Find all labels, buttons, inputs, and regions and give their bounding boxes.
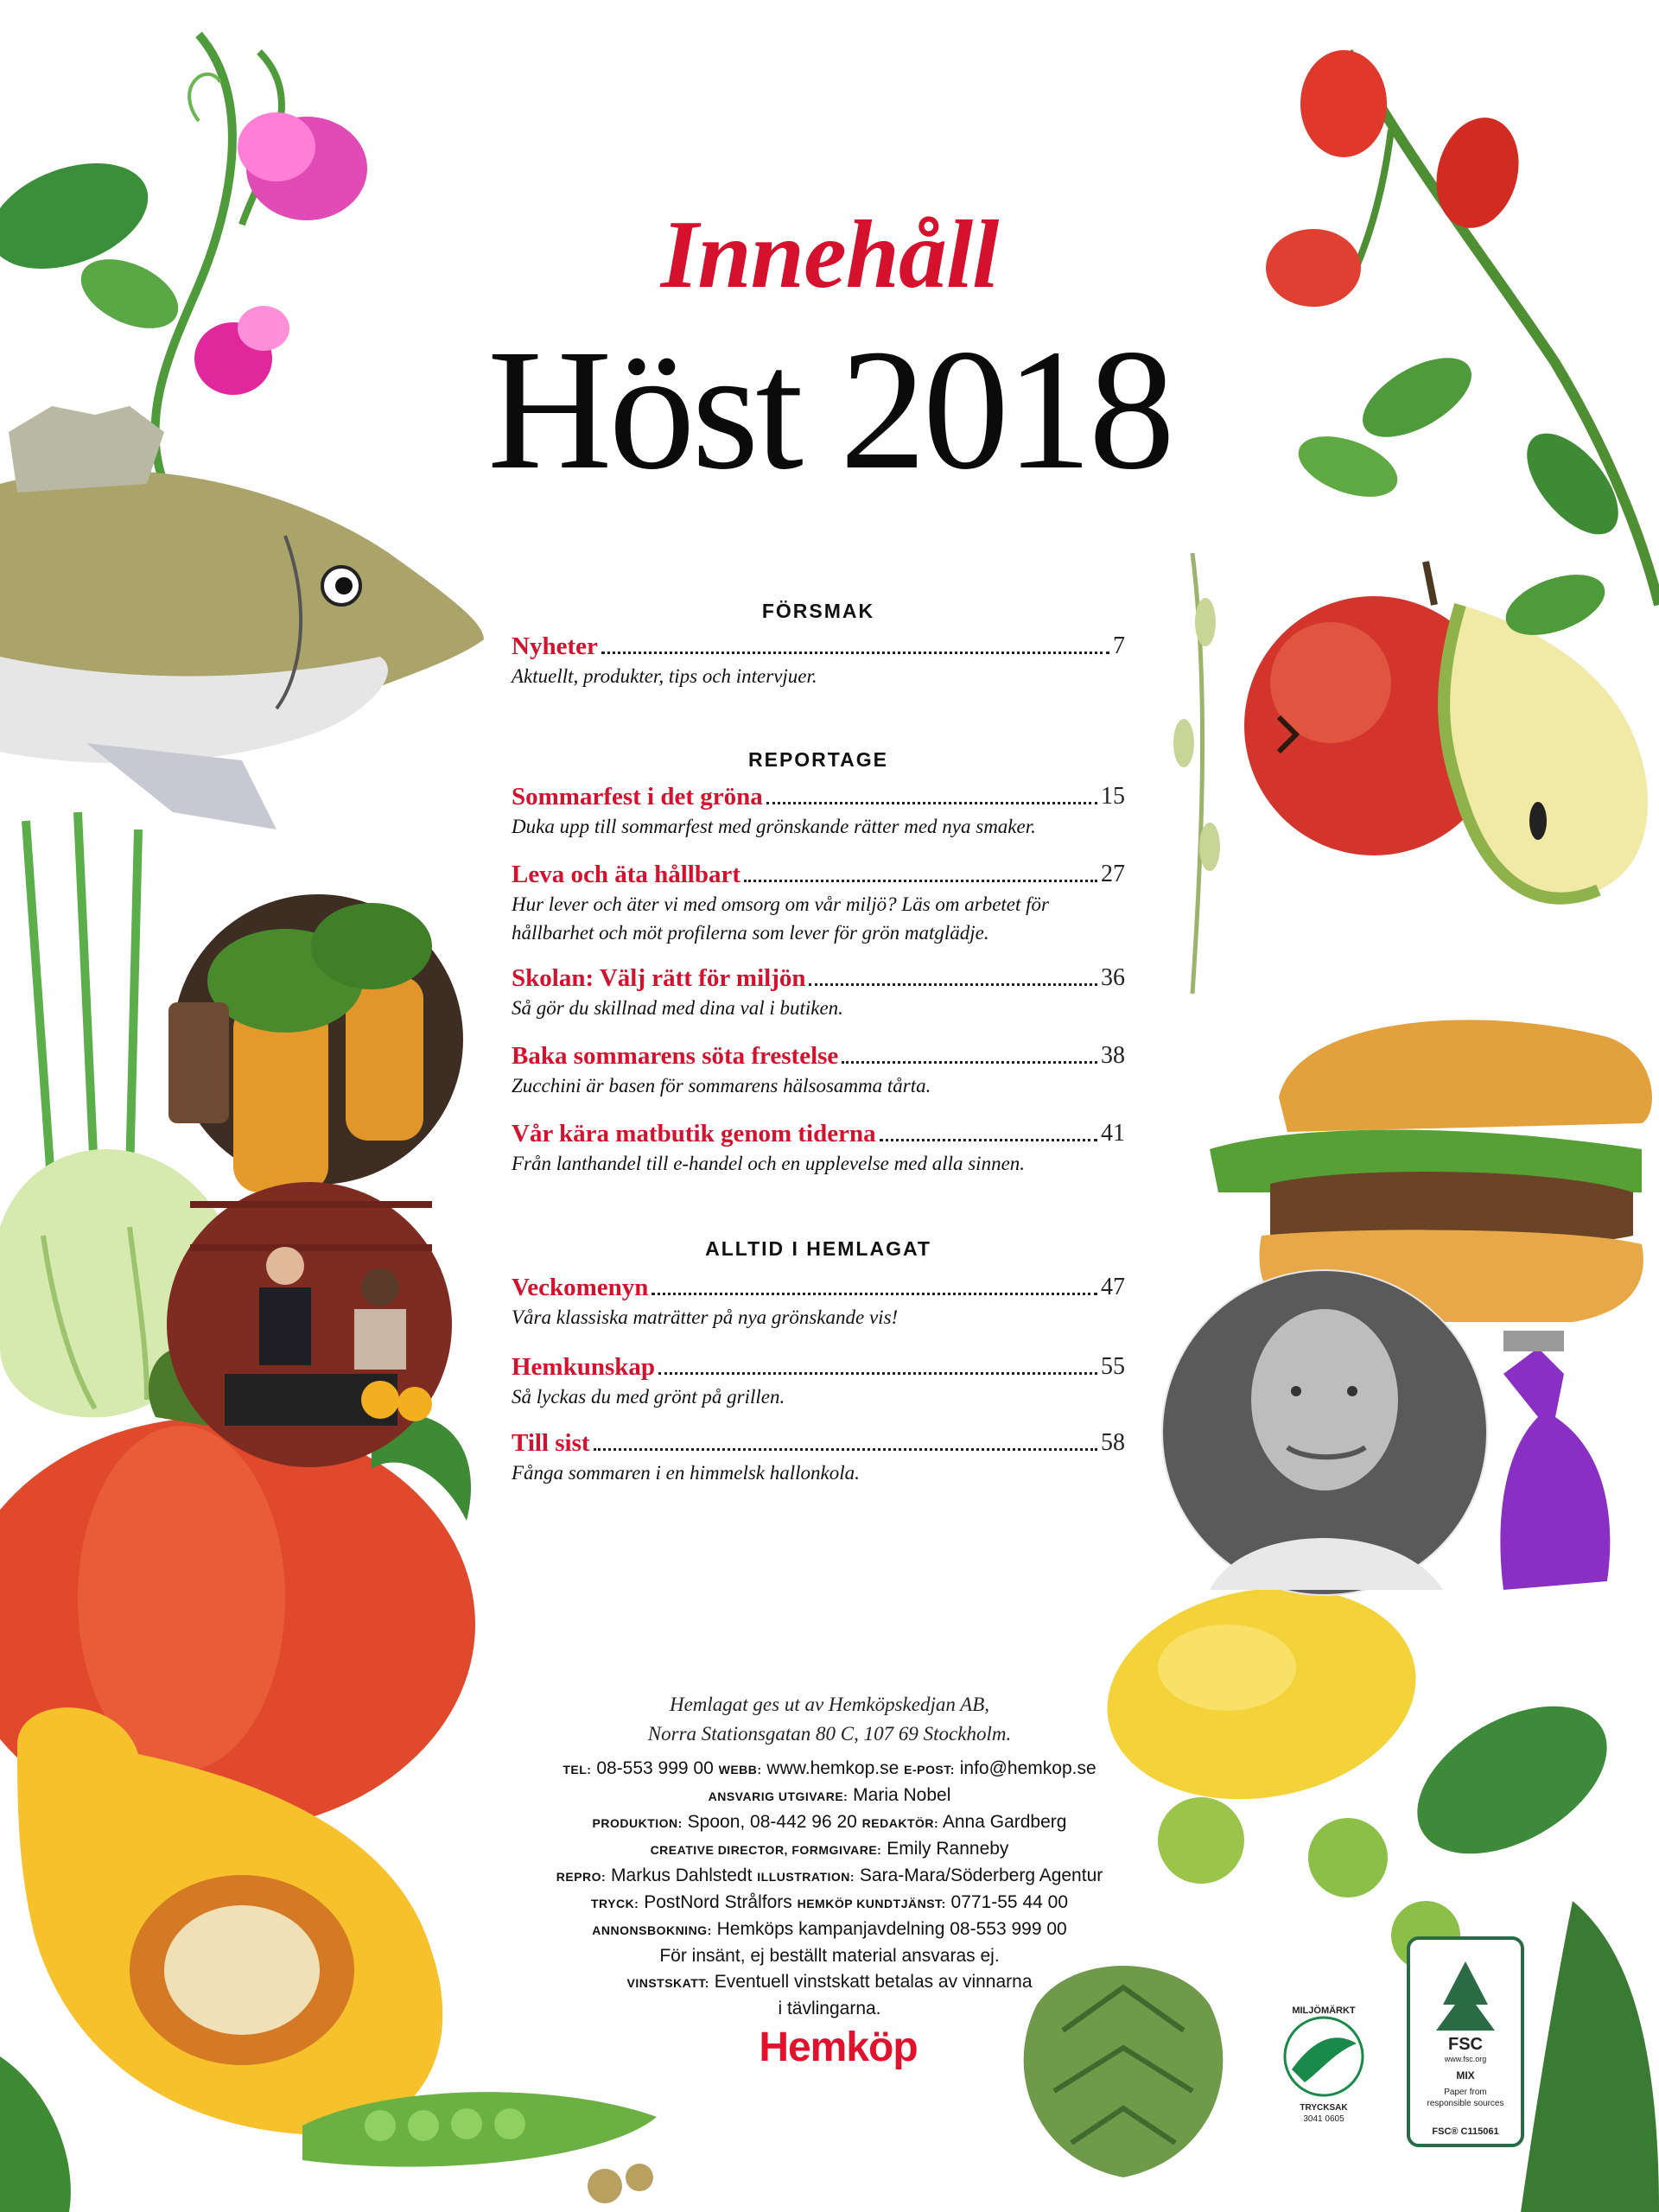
web-link[interactable]: www.hemkop.se: [766, 1758, 899, 1778]
toc-entry-title[interactable]: Hemkunskap: [512, 1353, 656, 1381]
repro-label: REPRO:: [556, 1870, 607, 1884]
print-line: [484, 1890, 1175, 1916]
fsc-name: FSC: [1448, 2035, 1483, 2054]
leader-dots: [594, 1447, 1097, 1451]
repro-line: [484, 1863, 1175, 1890]
email-link[interactable]: info@hemkop.se: [959, 1758, 1096, 1778]
leader-dots: [880, 1138, 1097, 1141]
publisher-line: Hemlagat ges ut av Hemköpskedjan AB,: [669, 1694, 990, 1715]
fsc-paper-1: Paper from: [1444, 2088, 1487, 2097]
toc-entry[interactable]: [512, 779, 1125, 841]
ads-value: Hemköps kampanjavdelning 08-553 999 00: [716, 1919, 1067, 1939]
pumpkin-squash-illustration: [0, 1348, 475, 2212]
toc-entry-title[interactable]: Leva och äta hållbart: [512, 861, 741, 888]
editor-value: Anna Gardberg: [942, 1812, 1067, 1832]
editor-label: REDAKTÖR:: [861, 1816, 939, 1830]
publisher-address: Norra Stationsgatan 80 C, 107 69 Stockholm.: [647, 1723, 1012, 1745]
tax-label: VINSTSKATT:: [626, 1976, 709, 1990]
toc-entry-description: Aktuellt, produkter, tips och intervjuer.: [512, 665, 817, 687]
tel-label: TEL:: [563, 1763, 592, 1777]
toc-entry-title[interactable]: Nyheter: [512, 632, 598, 660]
toc-entry-title[interactable]: Till sist: [512, 1429, 590, 1457]
colophon: [484, 1690, 1175, 2022]
toc-entry-description: Fånga sommaren i en himmelsk hallonkola.: [512, 1462, 860, 1484]
print-value: PostNord Strålfors: [644, 1892, 792, 1912]
production-line: [484, 1809, 1175, 1836]
toc-entry[interactable]: [512, 961, 1125, 1022]
page-subtitle: Innehåll: [660, 201, 999, 308]
leader-dots: [652, 1292, 1097, 1295]
swan-label-number: 3041 0605: [1303, 2114, 1344, 2124]
leader-dots: [842, 1060, 1097, 1064]
swan-ecolabel: [1285, 2005, 1363, 2124]
fsc-url: www.fsc.org: [1444, 2055, 1487, 2063]
toc-entry-page: 47: [1101, 1274, 1125, 1300]
toc-entry-page: 58: [1101, 1429, 1125, 1456]
toc-entry-title[interactable]: Skolan: Välj rätt för miljön: [512, 964, 806, 992]
toc-entry-description: Hur lever och äter vi med omsorg om vår miljö? Läs om arbetet för: [512, 893, 1049, 915]
repro-value: Markus Dahlstedt: [611, 1866, 753, 1885]
toc-entry-page: 27: [1101, 861, 1125, 887]
leader-dots: [766, 801, 1097, 804]
email-label: E-POST:: [904, 1763, 955, 1777]
tax-value: Eventuell vinstskatt betalas av vinnarna: [714, 1972, 1033, 1992]
fsc-badge: [1408, 1938, 1522, 2145]
leader-dots: [601, 651, 1109, 654]
web-label: WEBB:: [718, 1763, 762, 1777]
toc-entry-page: 55: [1101, 1353, 1125, 1380]
toc-entry[interactable]: [512, 1270, 1125, 1332]
toc-entry[interactable]: [512, 1426, 1125, 1487]
toc-entry[interactable]: [512, 1350, 1125, 1411]
publisher-resp-value: Maria Nobel: [853, 1785, 951, 1805]
toc-entry-description: Våra klassiska maträtter på nya grönskande vis!: [512, 1306, 899, 1328]
swan-label-top: MILJÖMÄRKT: [1292, 2005, 1356, 2016]
leader-dots: [658, 1371, 1097, 1375]
toc-entry-title[interactable]: Sommarfest i det gröna: [512, 783, 763, 810]
creative-label: CREATIVE DIRECTOR, FORMGIVARE:: [650, 1843, 882, 1857]
production-value: Spoon, 08-442 96 20: [687, 1812, 857, 1832]
creative-line: [484, 1836, 1175, 1863]
toc-entry-page: 36: [1101, 964, 1125, 991]
toc-entry-description: Så lyckas du med grönt på grillen.: [512, 1386, 785, 1408]
toc-entry-title[interactable]: Vår kära matbutik genom tiderna: [512, 1120, 876, 1147]
leader-dots: [809, 982, 1097, 986]
toc-entry[interactable]: [512, 629, 1125, 690]
toc-entry-description: Zucchini är basen för sommarens hälsosamma tårta.: [512, 1075, 931, 1096]
service-label: HEMKÖP KUNDTJÄNST:: [797, 1897, 946, 1910]
creative-value: Emily Ranneby: [887, 1839, 1009, 1859]
ads-label: ANNONSBOKNING:: [592, 1923, 712, 1937]
toc-entry[interactable]: [512, 1039, 1125, 1100]
illustration-value: Sara-Mara/Söderberg Agentur: [859, 1866, 1103, 1885]
tax-line: [484, 1969, 1175, 1996]
toc-entry-page: 41: [1101, 1120, 1125, 1147]
section-heading-forsmak: FÖRSMAK: [761, 600, 875, 622]
publisher-resp-line: [484, 1783, 1175, 1809]
fsc-paper-2: responsible sources: [1427, 2099, 1504, 2108]
toc-entry[interactable]: [512, 1116, 1125, 1178]
production-label: PRODUKTION:: [592, 1816, 683, 1830]
hemkop-logo[interactable]: Hemköp: [759, 2024, 918, 2070]
swan-label-bottom: TRYCKSAK: [1300, 2103, 1348, 2113]
toc-entry-description: Så gör du skillnad med dina val i butiken.: [512, 997, 843, 1019]
toc-entry[interactable]: [512, 857, 1125, 947]
toc-entry-page: 7: [1113, 632, 1125, 659]
oat-illustration: [1173, 553, 1220, 994]
photo-jars: [168, 894, 463, 1192]
toc-entry-page: 38: [1101, 1042, 1125, 1069]
tel-value[interactable]: 08-553 999 00: [596, 1758, 714, 1778]
fsc-mix: MIX: [1456, 2069, 1475, 2082]
apple-pear-illustration: [1244, 562, 1648, 899]
toc-entry-title[interactable]: Baka sommarens söta frestelse: [512, 1042, 839, 1070]
leader-dots: [744, 879, 1097, 882]
publisher-resp-label: ANSVARIG UTGIVARE:: [708, 1789, 849, 1803]
section-heading-alltid: ALLTID I HEMLAGAT: [705, 1237, 931, 1260]
section-heading-reportage: REPORTAGE: [748, 748, 888, 771]
toc-entry-title[interactable]: Veckomenyn: [512, 1274, 649, 1301]
ads-line: [484, 1916, 1175, 1943]
toc-entry-page: 15: [1101, 783, 1125, 810]
page-title: Höst 2018: [487, 315, 1172, 505]
fsc-code: FSC® C115061: [1432, 2126, 1499, 2137]
toc-entry-description: Duka upp till sommarfest med grönskande rätter med nya smaker.: [512, 816, 1036, 837]
contact-line: [484, 1756, 1175, 1783]
photo-portrait: [1162, 1270, 1487, 1595]
ads-note: För insänt, ej beställt material ansvaras ej.: [659, 1946, 1000, 1966]
illustration-label: ILLUSTRATION:: [757, 1870, 855, 1884]
toc-entry-description: Från lanthandel till e-handel och en upplevelse med alla sinnen.: [512, 1153, 1026, 1174]
photo-family: [167, 1182, 452, 1467]
tax-line-2: i tävlingarna.: [778, 1999, 881, 2018]
service-value[interactable]: 0771-55 44 00: [950, 1892, 1069, 1912]
toc-entry-description: hållbarhet och möt profilerna som lever för grön matglädje.: [512, 922, 989, 944]
print-label: TRYCK:: [590, 1897, 639, 1910]
